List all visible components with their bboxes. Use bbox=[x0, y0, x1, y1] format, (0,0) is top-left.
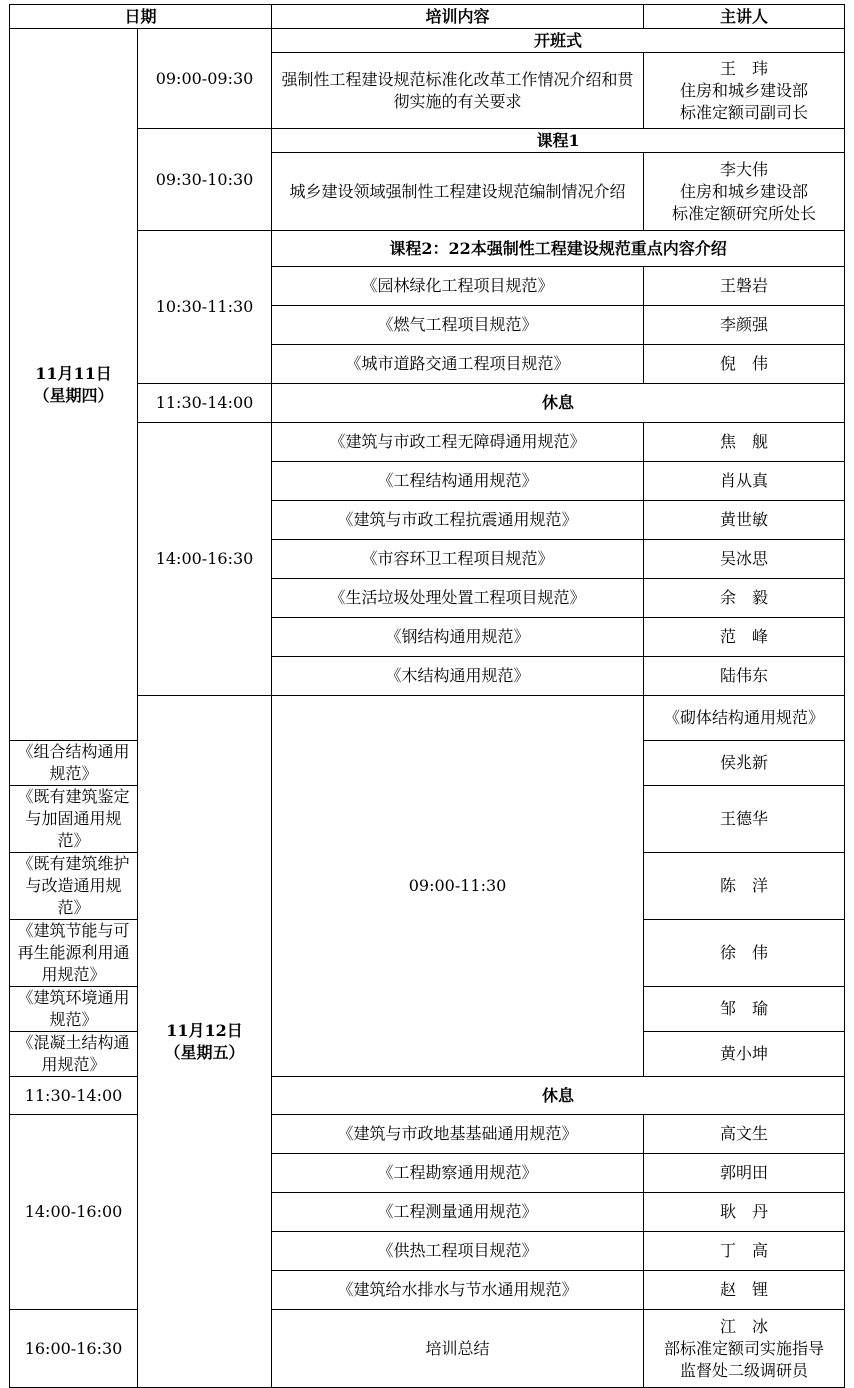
speaker-affiliation: 住房和城乡建设部 bbox=[680, 181, 809, 201]
header-date: 日期 bbox=[10, 5, 272, 29]
course-title: 《既有建筑鉴定与加固通用规范》 bbox=[10, 786, 138, 853]
speaker-name: 王 玮 bbox=[720, 58, 769, 78]
section-title: 课程1 bbox=[272, 129, 845, 153]
table-row bbox=[10, 1310, 845, 1388]
section-title: 课程2：22本强制性工程建设规范重点内容介绍 bbox=[272, 231, 845, 267]
table-row bbox=[10, 29, 845, 53]
course-title: 《市容环卫工程项目规范》 bbox=[272, 540, 644, 579]
break-label: 休息 bbox=[272, 384, 845, 423]
speaker-affiliation: 住房和城乡建设部 bbox=[680, 80, 809, 100]
course-title: 《园林绿化工程项目规范》 bbox=[272, 267, 644, 306]
course-title: 《燃气工程项目规范》 bbox=[272, 306, 644, 345]
section-title: 开班式 bbox=[272, 29, 845, 53]
day2-weekday: （星期五） bbox=[164, 1042, 245, 1062]
speaker-name: 余 毅 bbox=[644, 579, 845, 618]
time-slot: 14:00-16:30 bbox=[138, 423, 272, 696]
course-title: 《木结构通用规范》 bbox=[272, 657, 644, 696]
speaker-affiliation: 部标准定额司实施指导 bbox=[664, 1338, 825, 1358]
speaker-name: 王德华 bbox=[644, 786, 845, 853]
time-slot: 16:00-16:30 bbox=[10, 1310, 138, 1388]
course-title: 《建筑与市政地基基础通用规范》 bbox=[272, 1115, 644, 1154]
course-title: 《建筑与市政工程抗震通用规范》 bbox=[272, 501, 644, 540]
speaker-cell bbox=[644, 1310, 845, 1388]
day2-date-cell bbox=[138, 696, 272, 1388]
course-title: 《建筑给水排水与节水通用规范》 bbox=[272, 1271, 644, 1310]
break-label: 休息 bbox=[272, 1077, 845, 1115]
course-title: 《钢结构通用规范》 bbox=[272, 618, 644, 657]
table-row bbox=[10, 1115, 845, 1154]
course-title: 《工程测量通用规范》 bbox=[272, 1193, 644, 1232]
course-title: 《砌体结构通用规范》 bbox=[644, 696, 845, 741]
time-slot: 11:30-14:00 bbox=[10, 1077, 138, 1115]
time-slot: 10:30-11:30 bbox=[138, 231, 272, 384]
course-title: 《工程结构通用规范》 bbox=[272, 462, 644, 501]
training-schedule-table bbox=[9, 4, 845, 1388]
speaker-name: 耿 丹 bbox=[644, 1193, 845, 1232]
speaker-name: 王磐岩 bbox=[644, 267, 845, 306]
course-title: 《组合结构通用规范》 bbox=[10, 741, 138, 786]
header-speaker: 主讲人 bbox=[644, 5, 845, 29]
table-row bbox=[10, 1077, 845, 1115]
speaker-cell bbox=[644, 53, 845, 129]
time-slot: 09:30-10:30 bbox=[138, 129, 272, 231]
session-topic: 培训总结 bbox=[272, 1310, 644, 1388]
speaker-name: 李大伟 bbox=[720, 159, 769, 179]
speaker-name: 吴冰思 bbox=[644, 540, 845, 579]
speaker-position: 监督处二级调研员 bbox=[680, 1360, 809, 1380]
speaker-name: 丁 高 bbox=[644, 1232, 845, 1271]
time-slot: 09:00-11:30 bbox=[272, 696, 644, 1077]
day1-weekday: （星期四） bbox=[33, 385, 114, 405]
day1-date: 11月11日 bbox=[35, 363, 112, 383]
course-title: 《既有建筑维护与改造通用规范》 bbox=[10, 853, 138, 920]
speaker-name: 徐 伟 bbox=[644, 920, 845, 987]
course-title: 《生活垃圾处理处置工程项目规范》 bbox=[272, 579, 644, 618]
day2-date: 11月12日 bbox=[166, 1020, 243, 1040]
speaker-name: 郭明田 bbox=[644, 1154, 845, 1193]
time-slot: 09:00-09:30 bbox=[138, 29, 272, 129]
time-slot: 11:30-14:00 bbox=[138, 384, 272, 423]
course-title: 《建筑与市政工程无障碍通用规范》 bbox=[272, 423, 644, 462]
course-title: 《建筑节能与可再生能源利用通用规范》 bbox=[10, 920, 138, 987]
speaker-name: 侯兆新 bbox=[644, 741, 845, 786]
speaker-name: 倪 伟 bbox=[644, 345, 845, 384]
speaker-name: 陈 洋 bbox=[644, 853, 845, 920]
speaker-name: 陆伟东 bbox=[644, 657, 845, 696]
header-content: 培训内容 bbox=[272, 5, 644, 29]
course-title: 《城市道路交通工程项目规范》 bbox=[272, 345, 644, 384]
header-row bbox=[10, 5, 845, 29]
speaker-name: 范 峰 bbox=[644, 618, 845, 657]
course-title: 《混凝土结构通用规范》 bbox=[10, 1032, 138, 1077]
speaker-name: 肖从真 bbox=[644, 462, 845, 501]
session-topic: 城乡建设领域强制性工程建设规范编制情况介绍 bbox=[272, 153, 644, 231]
course-title: 《供热工程项目规范》 bbox=[272, 1232, 644, 1271]
course-title: 《工程勘察通用规范》 bbox=[272, 1154, 644, 1193]
speaker-name: 邹 瑜 bbox=[644, 987, 845, 1032]
speaker-name: 江 冰 bbox=[720, 1316, 769, 1336]
speaker-name: 赵 锂 bbox=[644, 1271, 845, 1310]
time-slot: 14:00-16:00 bbox=[10, 1115, 138, 1310]
speaker-position: 标准定额研究所处长 bbox=[672, 203, 817, 223]
speaker-name: 高文生 bbox=[644, 1115, 845, 1154]
speaker-position: 标准定额司副司长 bbox=[680, 102, 809, 122]
speaker-name: 黄小坤 bbox=[644, 1032, 845, 1077]
session-topic: 强制性工程建设规范标准化改革工作情况介绍和贯彻实施的有关要求 bbox=[272, 53, 644, 129]
speaker-cell bbox=[644, 153, 845, 231]
course-title: 《建筑环境通用规范》 bbox=[10, 987, 138, 1032]
day1-date-cell bbox=[10, 29, 138, 741]
speaker-name: 李颜强 bbox=[644, 306, 845, 345]
speaker-name: 黄世敏 bbox=[644, 501, 845, 540]
speaker-name: 焦 舰 bbox=[644, 423, 845, 462]
